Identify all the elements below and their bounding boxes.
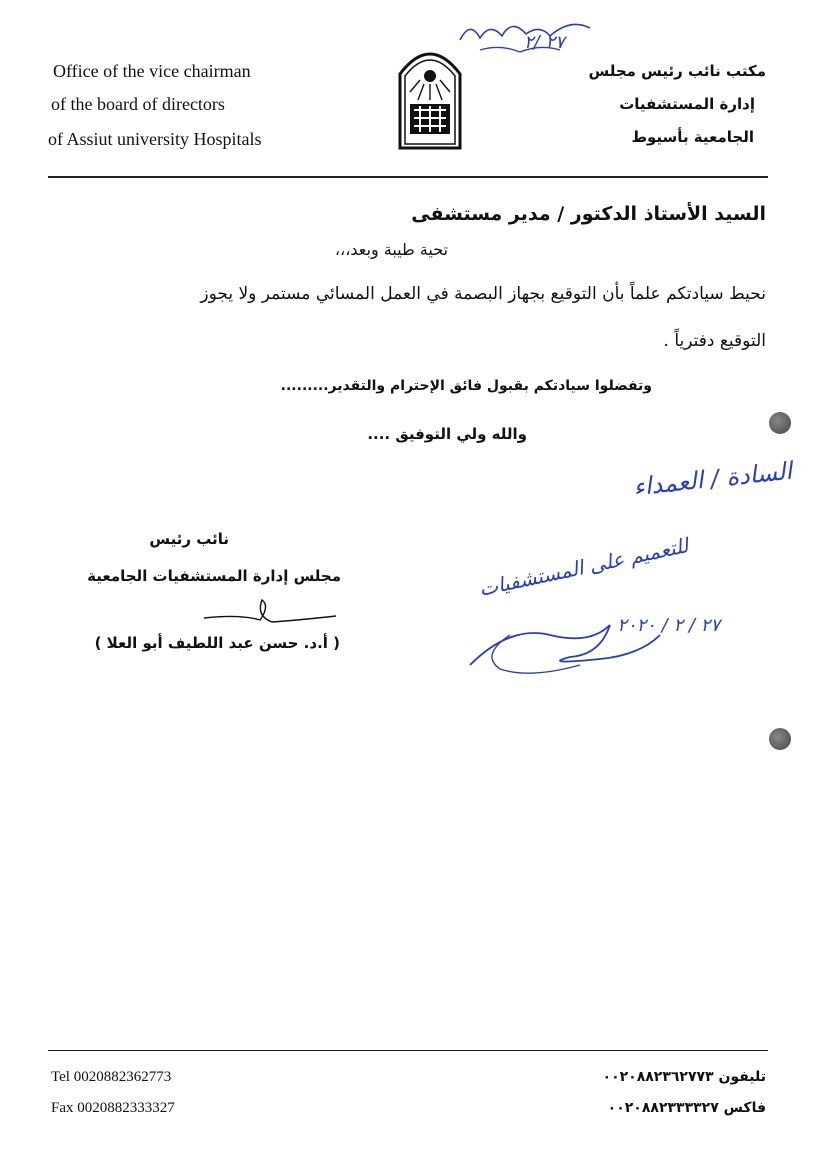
letter-greeting: تحية طيبة وبعد،،، xyxy=(334,240,448,259)
handwritten-note-line-2: للتعميم على المستشفيات xyxy=(476,533,691,601)
letter-closing: وتفضلوا سيادتكم بقبول فائق الإحترام والتقدير......... xyxy=(280,378,652,394)
handwritten-note-line-1: السادة / العمداء xyxy=(631,456,794,502)
signature-title-2: مجلس إدارة المستشفيات الجامعية xyxy=(87,567,341,585)
letter-addressee: السيد الأستاذ الدكتور / مدير مستشفى xyxy=(411,203,766,225)
footer-tel-english: Tel 0020882362773 xyxy=(51,1069,172,1085)
footer-tel-arabic: تليفون ٠٠٢٠٨٨٢٣٦٢٧٧٣ xyxy=(602,1069,766,1085)
punch-hole-bottom xyxy=(769,728,791,750)
header-divider xyxy=(48,176,768,178)
handwritten-note xyxy=(440,455,800,685)
signature-title-1: نائب رئيس xyxy=(149,530,229,548)
handwritten-reference xyxy=(440,10,600,60)
letter-blessing: والله ولي التوفيق .... xyxy=(367,425,527,443)
header-arabic-line-2: إدارة المستشفيات xyxy=(619,95,755,113)
header-arabic-line-1: مكتب نائب رئيس مجلس xyxy=(588,62,766,80)
punch-hole-top xyxy=(769,412,791,434)
letter-body-line-1: نحيط سيادتكم علماً بأن التوقيع بجهاز البصمة في العمل المسائي مستمر ولا يجوز xyxy=(200,284,766,304)
header-english-line-2: of the board of directors xyxy=(51,94,225,114)
footer-divider xyxy=(48,1050,768,1051)
header-english-line-3: of Assiut university Hospitals xyxy=(48,129,262,149)
header-arabic-line-3: الجامعية بأسيوط xyxy=(631,128,754,146)
signature-name: ( أ.د. حسن عبد اللطيف أبو العلا ) xyxy=(94,634,340,652)
footer-fax-english: Fax 0020882333327 xyxy=(51,1100,175,1116)
handwritten-note-date: ٢٧ / ٢ / ٢٠٢٠ xyxy=(617,615,720,636)
footer-fax-arabic: فاكس ٠٠٢٠٨٨٢٣٣٣٣٢٧ xyxy=(607,1100,766,1116)
signature-scribble xyxy=(200,596,340,636)
handwritten-reference-number: ٢٧ /٢ xyxy=(524,32,565,53)
letter-body-line-2: التوقيع دفترياً . xyxy=(663,331,766,351)
handwritten-signature xyxy=(450,595,690,685)
header-english-line-1: Office of the vice chairman xyxy=(53,61,251,81)
